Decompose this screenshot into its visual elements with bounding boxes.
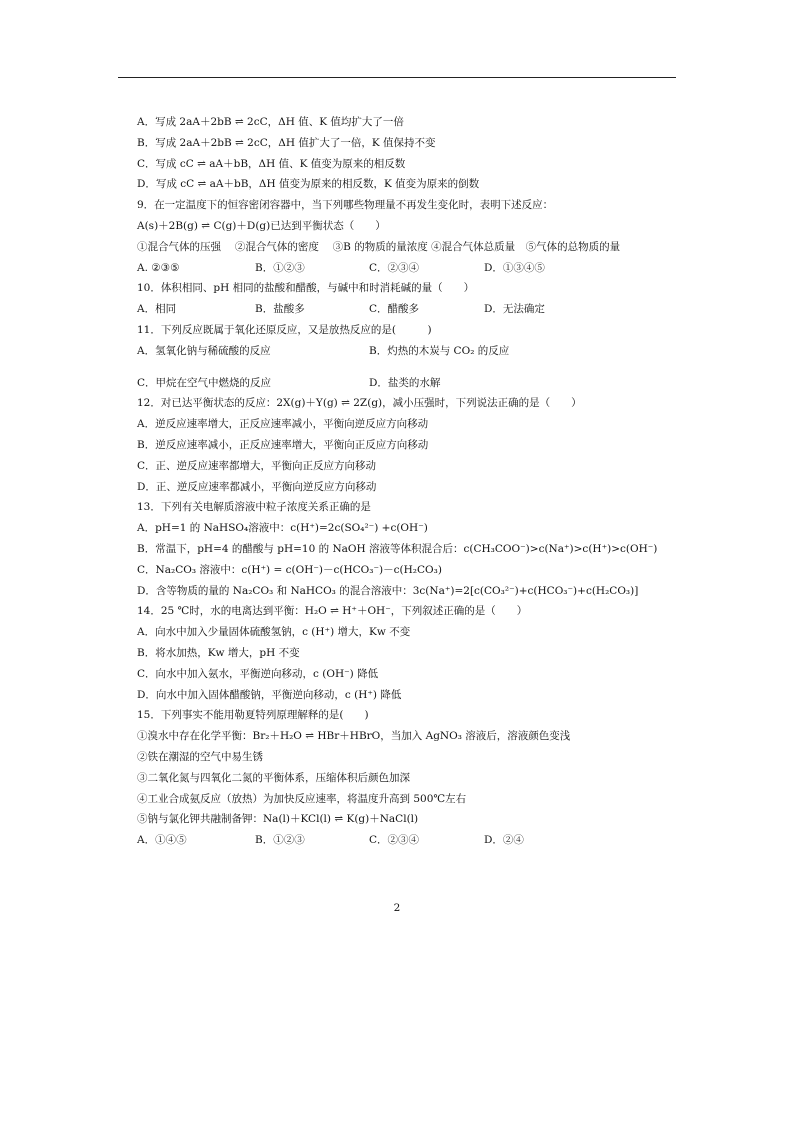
q14-option-c: C．向水中加入氨水，平衡逆向移动，c (OH⁻) 降低 (137, 667, 379, 680)
q15-option-a: A．①④⑤ (137, 834, 187, 847)
q11-stem: 11．下列反应既属于氧化还原反应，又是放热反应的是( ) (137, 323, 432, 336)
q15-stem: 15．下列事实不能用勒夏特列原理解释的是( ) (137, 709, 369, 722)
q15-option-c: C．②③④ (369, 834, 420, 847)
q14-stem: 14．25 ℃时，水的电离达到平衡：H₂O ⇌ H⁺＋OH⁻，下列叙述正确的是（ ） (137, 605, 528, 618)
q15-options (137, 830, 697, 851)
q8-option-a: A．写成 2aA＋2bB ⇌ 2cC，ΔH 值、K 值均扩大了一倍 (137, 116, 404, 128)
q10-option-b: B．盐酸多 (255, 303, 305, 316)
q9-option-a: A. ②③⑤ (137, 261, 180, 274)
q15-item-3: ③二氧化氮与四氧化二氮的平衡体系，压缩体积后颜色加深 (137, 771, 410, 784)
q11-option-a: A．氢氧化钠与稀硫酸的反应 (137, 344, 271, 357)
q13-option-a: A．pH=1 的 NaHSO₄溶液中：c(H⁺)=2c(SO₄²⁻) +c(OH⁻) (137, 522, 428, 535)
q11-options-cd (137, 373, 697, 394)
q14-option-b: B．将水加热，Kw 增大，pH 不变 (137, 646, 300, 659)
q12-option-b: B．逆反应速率减小，正反应速率增大，平衡向正反应方向移动 (137, 438, 429, 451)
header-rule (118, 77, 676, 78)
q11-option-c: C．甲烷在空气中燃烧的反应 (137, 376, 272, 389)
q11-option-b: B．灼热的木炭与 CO₂ 的反应 (369, 344, 510, 357)
q9-option-d: D．①③④⑤ (484, 261, 545, 274)
page-number: 2 (393, 902, 401, 914)
q12-option-a: A．逆反应速率增大，正反应速率减小，平衡向逆反应方向移动 (137, 418, 429, 431)
q15-option-b: B．①②③ (255, 834, 305, 847)
q10-option-c: C．醋酸多 (369, 303, 420, 316)
q11-options-ab (137, 341, 697, 362)
q15-item-2: ②铁在潮湿的空气中易生锈 (137, 750, 263, 763)
question-content (137, 112, 697, 851)
q12-option-c: C．正、逆反应速率都增大，平衡向正反应方向移动 (137, 459, 377, 472)
q9-options (137, 258, 697, 279)
q15-item-5: ⑤钠与氯化钾共融制备钾：Na(l)＋KCl(l) ⇌ K(g)＋NaCl(l) (137, 813, 419, 826)
q9-option-c: C．②③④ (369, 261, 420, 274)
q10-option-a: A．相同 (137, 303, 177, 316)
q9-option-b: B．①②③ (255, 261, 305, 274)
q15-option-d: D．②④ (484, 834, 524, 847)
q13-stem: 13．下列有关电解质溶液中粒子浓度关系正确的是 (137, 501, 371, 514)
q10-options (137, 299, 697, 320)
q10-stem: 10．体积相同、pH 相同的盐酸和醋酸，与碱中和时消耗碱的量（ ） (137, 282, 475, 295)
q9-equation: A(s)＋2B(g) ⇌ C(g)＋D(g)已达到平衡状态（ ） (137, 219, 386, 232)
q14-option-d: D．向水中加入固体醋酸钠，平衡逆向移动，c (H⁺) 降低 (137, 688, 402, 701)
q8-option-b: B．写成 2aA＋2bB ⇌ 2cC，ΔH 值扩大了一倍，K 值保持不变 (137, 136, 436, 149)
q13-option-d: D．含等物质的量的 Na₂CO₃ 和 NaHCO₃ 的混合溶液中：3c(Na⁺)=2[c(CO₃²⁻)+c(HCO₃⁻)+c(H₂CO₃)] (137, 584, 639, 597)
q14-option-a: A．向水中加入少量固体硫酸氢钠，c (H⁺) 增大，Kw 不变 (137, 626, 411, 639)
q13-option-c: C．Na₂CO₃ 溶液中：c(H⁺) = c(OH⁻)－c(HCO₃⁻)－c(H₂CO₃) (137, 563, 442, 576)
q9-stem: 9．在一定温度下的恒容密闭容器中，当下列哪些物理量不再发生变化时，表明下述反应： (137, 199, 554, 212)
q15-item-1: ①溴水中存在化学平衡：Br₂＋H₂O ⇌ HBr＋HBrO，当加入 AgNO₃ 溶液后，溶液颜色变浅 (137, 730, 571, 743)
q8-option-c: C．写成 cC ⇌ aA＋bB，ΔH 值、K 值变为原来的相反数 (137, 157, 406, 170)
q10-option-d: D．无法确定 (484, 303, 545, 316)
q12-stem: 12．对已达平衡状态的反应：2X(g)＋Y(g) ⇌ 2Z(g)，减小压强时，下列说法正确的是（ ） (137, 397, 582, 410)
q12-option-d: D．正、逆反应速率都减小，平衡向逆反应方向移动 (137, 480, 377, 493)
q9-items: ①混合气体的压强 ②混合气体的密度 ③B 的物质的量浓度 ④混合气体总质量 ⑤气体的总物质的量 (137, 240, 621, 253)
q8-option-d: D．写成 cC ⇌ aA＋bB，ΔH 值变为原来的相反数，K 值变为原来的倒数 (137, 178, 480, 191)
q15-item-4: ④工业合成氨反应（放热）为加快反应速率，将温度升高到 500℃左右 (137, 792, 467, 805)
q11-option-d: D．盐类的水解 (369, 376, 441, 389)
q13-option-b: B．常温下，pH=4 的醋酸与 pH=10 的 NaOH 溶液等体积混合后：c(CH₃COO⁻)>c(Na⁺)>c(H⁺)>c(OH⁻) (137, 542, 658, 555)
